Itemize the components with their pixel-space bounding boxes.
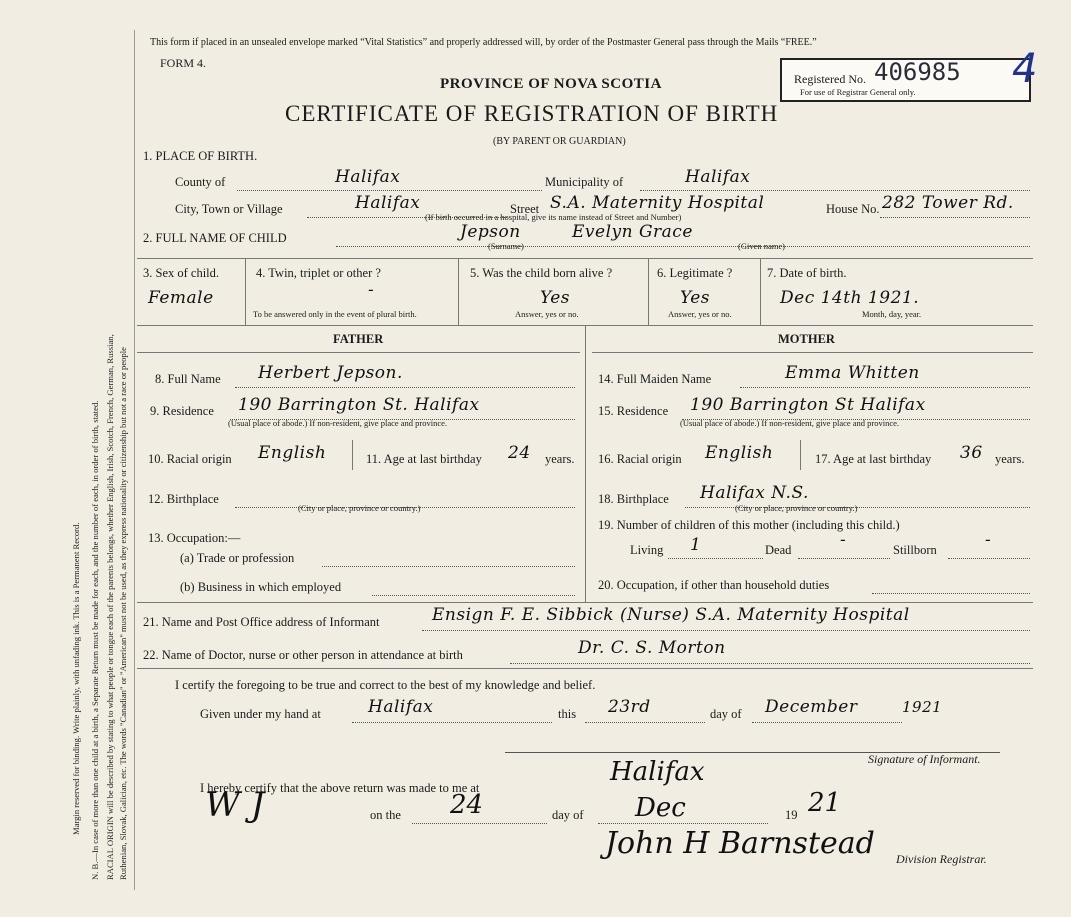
alive-label: 5. Was the child born alive ?: [470, 266, 613, 280]
registrar-label: Division Registrar.: [896, 852, 987, 866]
page-title: CERTIFICATE OF REGISTRATION OF BIRTH: [285, 101, 779, 126]
doctor-value: Dr. C. S. Morton: [578, 638, 726, 658]
return-certify-label: I hereby certify that the above return was made to me at: [200, 781, 480, 795]
county-value: Halifax: [335, 167, 401, 187]
child-name-line: [336, 246, 1030, 247]
twin-value: -: [368, 280, 375, 300]
given-month-line: [752, 722, 902, 723]
mother-birthplace-value: Halifax N.S.: [700, 483, 809, 503]
mail-note: This form if placed in an unsealed envelope marked “Vital Statistics” and properly addressed will, by order of the Postmaster General pass through the Mails “FREE.”: [150, 37, 817, 48]
given-place-line: [352, 722, 552, 723]
registered-number-box: [780, 58, 1031, 102]
mother-occupation-label: 20. Occupation, if other than household duties: [598, 578, 830, 592]
informant-signature-label: Signature of Informant.: [868, 752, 981, 766]
this-label: this: [558, 707, 577, 721]
twin-label: 4. Twin, triplet or other ?: [256, 266, 381, 280]
mother-occupation-line: [872, 593, 1030, 594]
mother-birthplace-label: 18. Birthplace: [598, 492, 669, 506]
dead-line: [798, 558, 890, 559]
given-place-value: Halifax: [368, 697, 434, 717]
margin-rule: [134, 30, 135, 890]
father-name-value: Herbert Jepson.: [258, 363, 403, 383]
municipality-line: [640, 190, 1030, 191]
margin-note-3: RACIAL ORIGIN will be described by stating to what people or tongue each of the parents belongs, whether English, Irish, Scotch, French, German, Russian,: [105, 334, 115, 880]
mother-age-unit: years.: [995, 452, 1025, 466]
registered-mark: 4: [1012, 46, 1038, 92]
dead-value: -: [840, 530, 847, 550]
mother-name-line: [740, 387, 1030, 388]
column-divider: [585, 325, 586, 602]
given-day-line: [585, 722, 705, 723]
mother-rule: [592, 352, 1033, 353]
registered-label: Registered No.: [794, 72, 866, 86]
row-rule-top: [137, 258, 1033, 259]
day-of-label-2: day of: [552, 808, 584, 822]
mother-birthplace-note: (City or place, province or country.): [735, 503, 858, 513]
certify-statement: I certify the foregoing to be true and correct to the best of my knowledge and belief.: [175, 678, 596, 692]
child-surname-value: Jepson: [460, 222, 521, 242]
box-divider-2: [458, 258, 459, 325]
legitimate-note: Answer, yes or no.: [668, 309, 732, 319]
children-count-label: 19. Number of children of this mother (including this child.): [598, 518, 900, 532]
day-of-label: day of: [710, 707, 742, 721]
sex-label: 3. Sex of child.: [143, 266, 220, 280]
father-name-line: [235, 387, 575, 388]
box-divider-1: [245, 258, 246, 325]
city-label: City, Town or Village: [175, 202, 283, 216]
street-label: Street: [510, 202, 540, 216]
mother-residence-value: 190 Barrington St Halifax: [690, 395, 926, 415]
father-racial-label: 10. Racial origin: [148, 452, 232, 466]
province-heading: PROVINCE OF NOVA SCOTIA: [440, 76, 662, 92]
house-line: [880, 217, 1030, 218]
stillborn-value: -: [985, 530, 992, 550]
mother-name-label: 14. Full Maiden Name: [598, 372, 712, 386]
father-age-unit: years.: [545, 452, 575, 466]
mother-racial-label: 16. Racial origin: [598, 452, 682, 466]
doctor-line: [510, 663, 1030, 664]
doctor-label: 22. Name of Doctor, nurse or other person in attendance at birth: [143, 648, 463, 662]
street-note: (If birth occurred in a hospital, give its name instead of Street and Number): [425, 212, 682, 222]
trade-line: [322, 566, 575, 567]
registrar-initials: W J: [205, 785, 265, 825]
box-divider-4: [760, 258, 761, 325]
informant-label: 21. Name and Post Office address of Informant: [143, 615, 380, 629]
margin-note-4: Ruthenian, Slovak, Galician, etc. The words "Canadian" or "American" must not be used, as they express nationality or citizenship but not a race or people: [118, 347, 128, 880]
date-value: Dec 14th 1921.: [780, 288, 920, 308]
place-of-birth-label: 1. PLACE OF BIRTH.: [143, 149, 258, 163]
stillborn-label: Stillborn: [893, 543, 937, 557]
stillborn-line: [948, 558, 1030, 559]
mother-age-value: 36: [960, 443, 983, 463]
section-rule: [137, 602, 1033, 603]
county-label: County of: [175, 175, 226, 189]
on-month-line: [598, 823, 768, 824]
mother-racial-value: English: [705, 443, 774, 463]
margin-note-2: N. B.—In case of more than one child at a birth, a Separate Return must be made for each, and the number of each, in order of birth, stated.: [90, 400, 100, 880]
legitimate-value: Yes: [680, 288, 711, 308]
on-year-value: 21: [808, 788, 842, 818]
father-birthplace-label: 12. Birthplace: [148, 492, 219, 506]
mother-name-value: Emma Whitten: [785, 363, 920, 383]
father-racial-value: English: [258, 443, 327, 463]
form-number: FORM 4.: [160, 56, 207, 70]
father-age-divider: [352, 440, 353, 470]
box-divider-3: [648, 258, 649, 325]
father-age-value: 24: [508, 443, 531, 463]
living-label: Living: [630, 543, 664, 557]
sex-value: Female: [148, 288, 214, 308]
on-day-line: [412, 823, 547, 824]
occupation-label: 13. Occupation:—: [148, 531, 241, 545]
house-value: 282 Tower Rd.: [882, 193, 1014, 213]
date-label: 7. Date of birth.: [767, 266, 847, 280]
certify-rule: [137, 668, 1033, 669]
father-name-label: 8. Full Name: [155, 372, 221, 386]
mother-heading: MOTHER: [778, 332, 835, 346]
father-residence-value: 190 Barrington St. Halifax: [238, 395, 480, 415]
given-month-value: December: [765, 697, 858, 717]
page-subtitle: (BY PARENT OR GUARDIAN): [493, 136, 626, 147]
father-age-label: 11. Age at last birthday: [366, 452, 482, 466]
registrar-use-note: For use of Registrar General only.: [800, 87, 916, 97]
father-residence-note: (Usual place of abode.) If non-resident, give place and province.: [228, 418, 448, 428]
given-under-label: Given under my hand at: [200, 707, 321, 721]
county-line: [237, 190, 542, 191]
on-the-label: on the: [370, 808, 401, 822]
informant-line: [422, 630, 1030, 631]
mother-age-label: 17. Age at last birthday: [815, 452, 932, 466]
municipality-value: Halifax: [685, 167, 751, 187]
given-note: (Given name): [738, 241, 785, 251]
mother-residence-label: 15. Residence: [598, 404, 669, 418]
business-label: (b) Business in which employed: [180, 580, 342, 594]
child-given-value: Evelyn Grace: [572, 222, 693, 242]
alive-value: Yes: [540, 288, 571, 308]
informant-value: Ensign F. E. Sibbick (Nurse) S.A. Maternity Hospital: [432, 605, 910, 625]
house-label: House No.: [826, 202, 880, 216]
father-birthplace-note: (City or place, province or country.): [298, 503, 421, 513]
given-year-value: 1921: [902, 698, 943, 716]
father-heading: FATHER: [333, 332, 384, 346]
father-residence-label: 9. Residence: [150, 404, 214, 418]
on-year-prefix: 19: [785, 808, 798, 822]
mother-age-divider: [800, 440, 801, 470]
father-rule: [137, 352, 580, 353]
twin-note: To be answered only in the event of plural birth.: [253, 309, 417, 319]
street-value: S.A. Maternity Hospital: [550, 193, 765, 213]
on-day-value: 24: [450, 790, 484, 820]
given-day-value: 23rd: [608, 697, 651, 717]
child-name-label: 2. FULL NAME OF CHILD: [143, 231, 287, 245]
municipality-label: Municipality of: [545, 175, 624, 189]
date-note: Month, day, year.: [862, 309, 922, 319]
margin-note-1: Margin reserved for binding. Write plainly, with unfading ink. This is a Permanent Record.: [71, 522, 81, 835]
city-value: Halifax: [355, 193, 421, 213]
business-line: [372, 595, 575, 596]
trade-label: (a) Trade or profession: [180, 551, 295, 565]
on-month-value: Dec: [635, 793, 686, 823]
registrar-signature: John H Barnstead: [605, 826, 875, 861]
living-value: 1: [690, 535, 702, 555]
mother-residence-note: (Usual place of abode.) If non-resident, give place and province.: [680, 418, 900, 428]
alive-note: Answer, yes or no.: [515, 309, 579, 319]
legitimate-label: 6. Legitimate ?: [657, 266, 733, 280]
surname-note: (Surname): [488, 241, 524, 251]
living-line: [668, 558, 763, 559]
return-place-value: Halifax: [610, 757, 705, 787]
registered-value: 406985: [874, 58, 961, 86]
dead-label: Dead: [765, 543, 792, 557]
